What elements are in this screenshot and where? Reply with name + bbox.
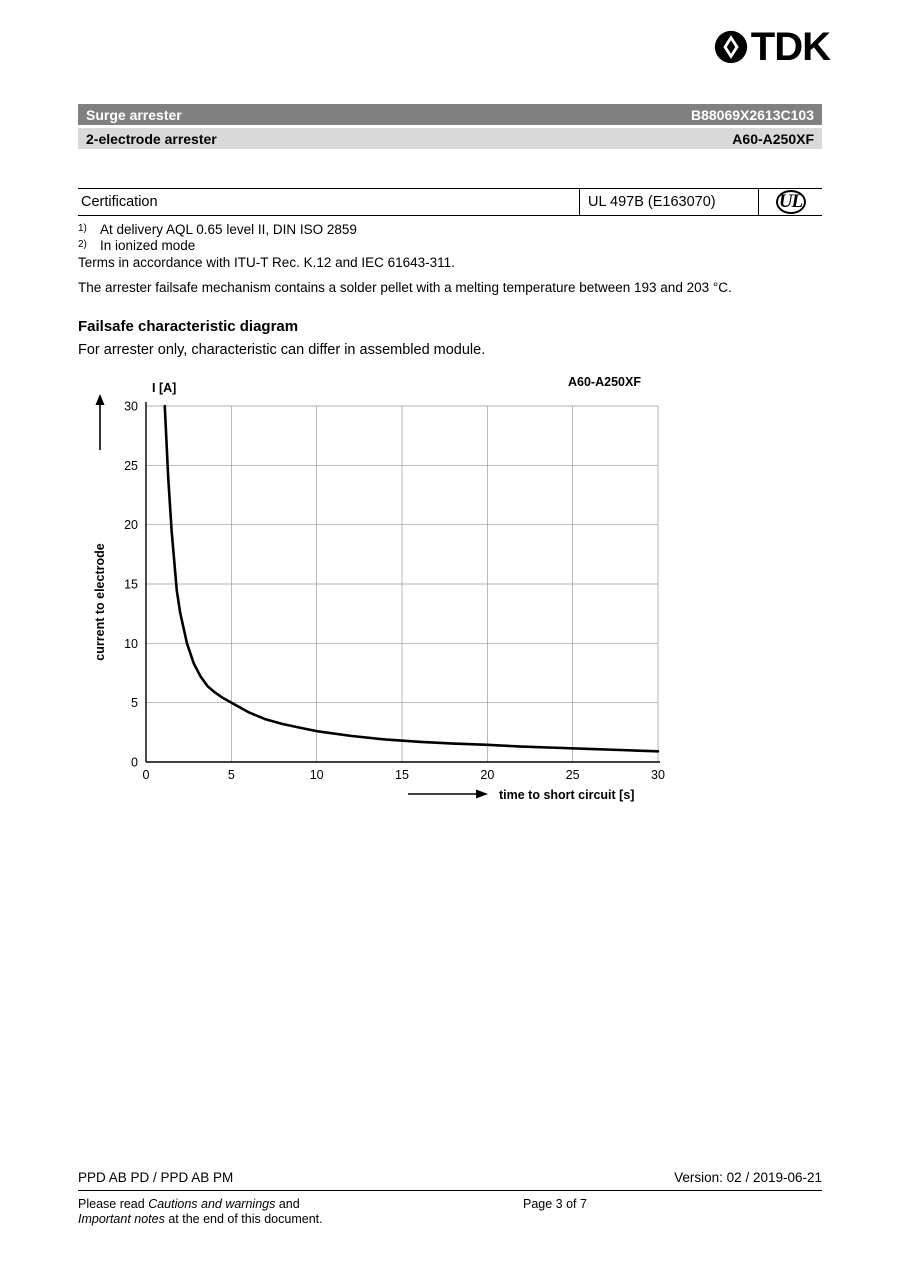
tdk-logo [714,25,830,69]
x-tick-label: 25 [565,768,580,782]
ul-mark-cell [758,189,822,215]
failsafe-chart-svg [78,372,778,822]
tdk-diamond-icon [714,30,748,64]
footer-cautions-italic: Cautions and warnings [148,1197,276,1211]
footer-version: Version: 02 / 2019-06-21 [674,1170,822,1185]
footnote-1-marker: 1) [78,223,87,234]
footer-cautions-post: and [275,1197,300,1211]
footnote-2-marker: 2) [78,239,87,250]
y-axis-label: current to electrode [93,543,107,661]
x-axis-label: time to short circuit [s] [499,788,635,802]
footer-page-number: Page 3 of 7 [523,1197,587,1211]
certification-label: Certification [81,194,158,210]
ordering-code-label: B88069X2613C103 [691,106,814,123]
y-tick-label: 30 [124,399,138,414]
product-type-bar [78,128,822,149]
tdk-logo-text: TDK [750,25,830,69]
x-axis-arrowhead [476,790,488,799]
ul-mark-icon: UL [776,190,806,214]
section-heading: Failsafe characteristic diagram [78,318,299,335]
footer-notes-post: at the end of this document. [164,1212,323,1226]
x-tick-label: 30 [651,768,665,782]
type-code-label: A60-A250XF [732,130,814,147]
footer-cautions-pre: Please read [78,1197,149,1211]
y-tick-label: 25 [124,458,138,473]
x-tick-label: 5 [227,768,235,782]
terms-text: Terms in accordance with ITU-T Rec. K.12 and IEC 61643-311. [78,255,455,270]
y-tick-label: 10 [124,636,138,651]
failsafe-text: The arrester failsafe mechanism contains a solder pellet with a melting temperature between 193 and 203 °C. [78,280,732,295]
footnotes-block [78,222,822,296]
footer-bottom-row [78,1191,822,1227]
footer-notes-italic: Important notes [78,1212,165,1226]
x-tick-label: 0 [142,768,150,782]
x-tick-label: 15 [395,768,409,782]
footer-cautions [78,1197,408,1227]
x-tick-label: 20 [480,768,495,782]
certification-value: UL 497B (E163070) [579,189,758,215]
certification-table [78,188,822,216]
y-tick-label: 20 [124,518,138,533]
failsafe-chart [78,372,778,822]
y-tick-label: 15 [124,577,138,592]
y-tick-label: 5 [131,696,138,711]
footnote-2 [78,238,822,254]
y-tick-label: 0 [131,755,138,770]
product-header [78,104,822,149]
section-subtitle: For arrester only, characteristic can differ in assembled module. [78,342,486,358]
footer-department: PPD AB PD / PPD AB PM [78,1170,234,1185]
product-type-label: 2-electrode arrester [86,130,217,147]
chart-title: A60-A250XF [568,375,641,389]
product-family-bar [78,104,822,125]
page-footer [78,1170,822,1227]
y-axis-arrowhead [96,394,105,405]
footer-top-row [78,1170,822,1190]
x-tick-label: 10 [309,768,324,782]
footnote-2-text: In ionized mode [100,238,196,253]
data-curve [165,406,658,751]
footnote-1-text: At delivery AQL 0.65 level II, DIN ISO 2859 [100,222,357,237]
product-family-label: Surge arrester [86,106,182,123]
footnote-1 [78,222,822,238]
y-axis-unit-label: I [A] [152,381,177,395]
